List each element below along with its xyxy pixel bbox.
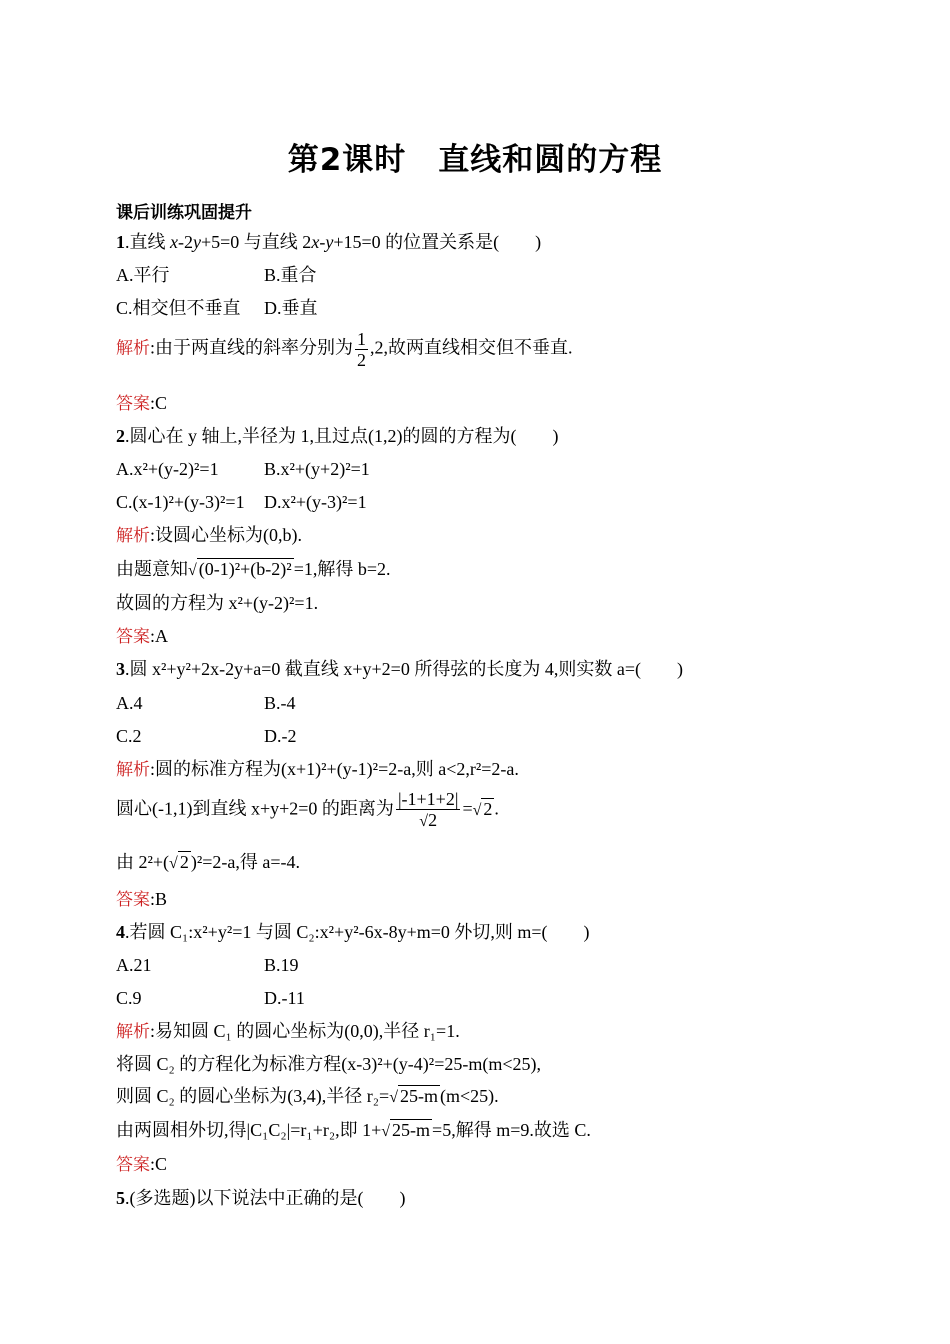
q3-option-d: D.-2 <box>264 726 297 746</box>
q1-option-a: A.平行 <box>116 265 170 285</box>
q2-options-row-2 <box>116 491 367 513</box>
question-2: 2.圆心在 y 轴上,半径为 1,且过点(1,2)的圆的方程为( ) <box>116 426 559 446</box>
answer-label: 答案 <box>116 394 150 414</box>
square-root: √ (0-1)²+(b-2)² <box>188 559 292 579</box>
q2-answer: 答案:A <box>116 626 168 647</box>
q2-analysis-3: 故圆的方程为 x²+(y-2)²=1. <box>116 593 319 613</box>
analysis-label: 解析 <box>116 760 150 780</box>
answer-label: 答案 <box>116 627 150 647</box>
q1-option-c: C.相交但不垂直 <box>116 298 241 318</box>
square-root: √ 25-m <box>381 1120 431 1140</box>
q3-options-row-1 <box>116 692 296 714</box>
q4-option-a: A.21 <box>116 955 152 975</box>
q3-analysis-2: 圆心(-1,1)到直线 x+y+2=0 的距离为 $\frac{|-1+1+2|}{√2}$ =√ 2 . <box>116 789 499 830</box>
q4-analysis-4: 由两圆相外切,得|C₁C₂|=r₁+r₂,即 1+√ 25-m =5,解得 m=9.故选 C. <box>116 1119 591 1143</box>
q2-option-b: B.x²+(y+2)²=1 <box>264 459 370 479</box>
q2-analysis-1: 解析:设圆心坐标为(0,b). <box>116 525 302 546</box>
q4-option-d: D.-11 <box>264 988 305 1008</box>
q4-options-row-1 <box>116 954 299 976</box>
q3-options-row-2 <box>116 725 297 747</box>
q3-answer: 答案:B <box>116 889 168 910</box>
answer-label: 答案 <box>116 1155 150 1175</box>
q2-option-d: D.x²+(y-3)²=1 <box>264 492 367 512</box>
section-heading: 课后训练巩固提升 <box>116 203 252 223</box>
answer-label: 答案 <box>116 890 150 910</box>
q4-options-row-2 <box>116 987 305 1009</box>
question-5: 5.(多选题)以下说法中正确的是( ) <box>116 1188 406 1208</box>
q3-option-c: C.2 <box>116 726 142 746</box>
q1-option-b: B.重合 <box>264 265 317 285</box>
q1-options-row-2 <box>116 297 318 319</box>
question-3: 3.圆 x²+y²+2x-2y+a=0 截直线 x+y+2=0 所得弦的长度为 4,则实数 a=( ) <box>116 659 683 679</box>
fraction: $\frac{|-1+1+2|}{√2}$ <box>397 789 459 830</box>
q4-answer: 答案:C <box>116 1154 168 1175</box>
q2-options-row-1 <box>116 458 370 480</box>
analysis-label: 解析 <box>116 338 150 359</box>
q1-analysis: 解析:由于两直线的斜率分别为 $\frac{1}{2}$ ,2,故两直线相交但不垂直. <box>116 329 573 370</box>
square-root: √ 25-m <box>389 1086 438 1106</box>
q1-option-d: D.垂直 <box>264 298 318 318</box>
square-root: √ 2 <box>472 798 493 819</box>
page-title: 第2课时 直线和圆的方程 <box>287 142 663 178</box>
q3-analysis-1: 解析:圆的标准方程为(x+1)²+(y-1)²=2-a,则 a<2,r²=2-a. <box>116 759 519 780</box>
question-1: 1.直线 x-2y+5=0 与直线 2x-y+15=0 的位置关系是( ) <box>116 232 542 252</box>
q1-answer: 答案:C <box>116 393 168 414</box>
question-4: 4.若圆 C₁:x²+y²=1 与圆 C₂:x²+y²-6x-8y+m=0 外切,则 m=( ) <box>116 922 590 942</box>
q4-option-c: C.9 <box>116 988 142 1008</box>
analysis-label: 解析 <box>116 1022 150 1042</box>
q4-option-b: B.19 <box>264 955 299 975</box>
q2-analysis-2: 由题意知√ (0-1)²+(b-2)² =1,解得 b=2. <box>116 558 391 582</box>
square-root: √ 2 <box>169 852 189 872</box>
analysis-label: 解析 <box>116 526 150 546</box>
fraction: $\frac{1}{2}$ <box>357 329 366 370</box>
q2-option-c: C.(x-1)²+(y-3)²=1 <box>116 492 245 512</box>
q2-option-a: A.x²+(y-2)²=1 <box>116 459 219 479</box>
q4-analysis-1: 解析:易知圆 C₁ 的圆心坐标为(0,0),半径 r₁=1. <box>116 1021 460 1042</box>
q3-analysis-3: 由 2²+(√ 2 )²=2-a,得 a=-4. <box>116 851 300 875</box>
q1-options-row-1 <box>116 264 317 286</box>
q3-option-b: B.-4 <box>264 693 296 713</box>
q4-analysis-3: 则圆 C₂ 的圆心坐标为(3,4),半径 r₂=√ 25-m (m<25). <box>116 1085 499 1109</box>
q4-analysis-2: 将圆 C₂ 的方程化为标准方程(x-3)²+(y-4)²=25-m(m<25), <box>116 1054 541 1074</box>
q3-option-a: A.4 <box>116 693 143 713</box>
